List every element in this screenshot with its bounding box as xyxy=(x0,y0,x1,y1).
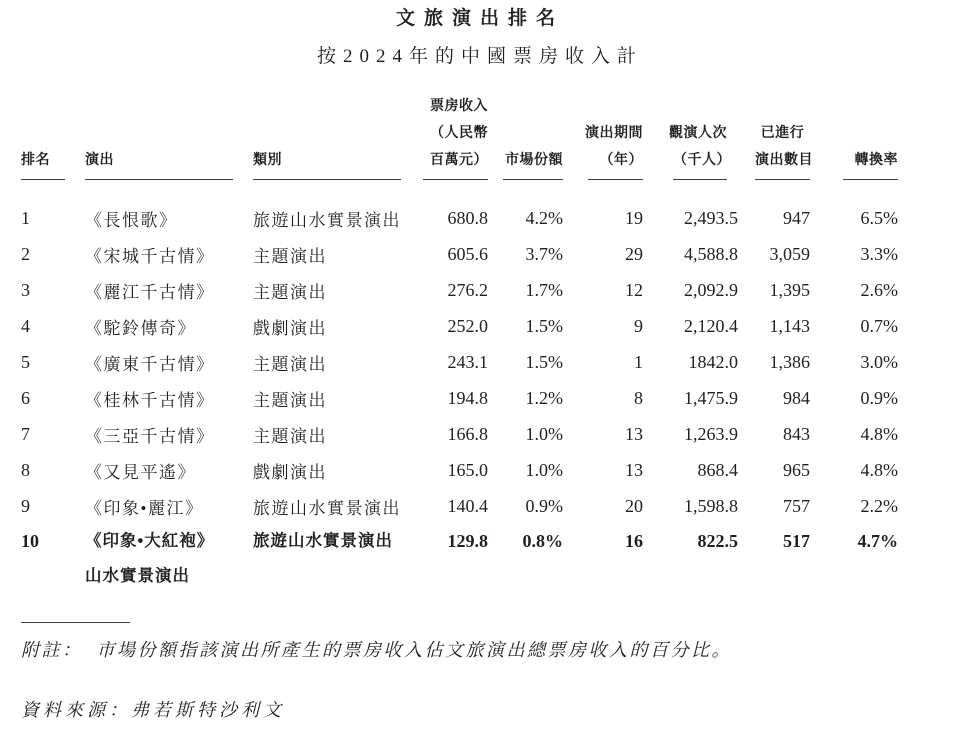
footnote xyxy=(21,639,898,661)
header-row xyxy=(21,92,898,180)
cell-period: 20 xyxy=(625,495,643,516)
table-row xyxy=(21,488,898,524)
cell-count: 757 xyxy=(783,495,810,516)
cell-show: 《桂林千古情》 xyxy=(85,390,215,410)
cell-rank: 9 xyxy=(21,495,30,516)
cell-category: 主題演出 xyxy=(253,246,327,266)
cell-share: 0.9% xyxy=(525,495,563,516)
cell-rank: 10 xyxy=(21,531,39,551)
cell-count: 1,395 xyxy=(769,279,810,300)
cell-rank: 7 xyxy=(21,423,30,444)
cell-audience: 868.4 xyxy=(697,459,738,480)
header-share: 市場份額 xyxy=(488,92,563,180)
cell-period: 8 xyxy=(634,387,643,408)
cell-share: 1.5% xyxy=(525,351,563,372)
header-audience: 觀演人次 （千人） xyxy=(643,92,738,180)
cell-audience: 4,588.8 xyxy=(684,243,738,264)
cell-count: 1,386 xyxy=(769,351,810,372)
cell-conversion: 2.2% xyxy=(860,495,898,516)
cell-share: 3.7% xyxy=(525,243,563,264)
cell-period: 19 xyxy=(625,207,643,228)
cell-audience: 2,120.4 xyxy=(684,315,738,336)
table-row xyxy=(21,524,898,595)
cell-rank: 1 xyxy=(21,207,30,228)
cell-revenue: 165.0 xyxy=(447,459,488,480)
cell-revenue: 129.8 xyxy=(447,531,488,551)
cell-show: 《廣東千古情》 xyxy=(85,354,215,374)
table-row xyxy=(21,344,898,380)
cell-audience: 1,598.8 xyxy=(684,495,738,516)
table-row xyxy=(21,308,898,344)
cell-count: 947 xyxy=(783,207,810,228)
cell-revenue: 166.8 xyxy=(447,423,488,444)
page-subtitle: 按2024年的中國票房收入計 xyxy=(316,46,643,67)
source-line xyxy=(21,699,898,721)
footnote-label: 附註： xyxy=(21,640,83,660)
cell-category: 主題演出 xyxy=(253,426,327,446)
cell-category: 戲劇演出 xyxy=(253,318,327,338)
cell-show: 《三亞千古情》 xyxy=(85,426,215,446)
cell-conversion: 0.9% xyxy=(860,387,898,408)
cell-period: 1 xyxy=(634,351,643,372)
footnote-divider xyxy=(21,622,130,623)
cell-rank: 5 xyxy=(21,351,30,372)
cell-category: 旅遊山水實景演出 xyxy=(253,210,401,230)
table-row xyxy=(21,180,898,236)
cell-count: 843 xyxy=(783,423,810,444)
cell-show: 《又見平遙》 xyxy=(85,462,196,482)
cell-audience: 2,092.9 xyxy=(684,279,738,300)
cell-show: 《麗江千古情》 xyxy=(85,282,215,302)
header-category: 類別 xyxy=(253,92,423,180)
cell-period: 13 xyxy=(625,459,643,480)
cell-count: 1,143 xyxy=(769,315,810,336)
cell-category: 主題演出 xyxy=(253,390,327,410)
cell-rank: 8 xyxy=(21,459,30,480)
cell-category: 主題演出 xyxy=(253,282,327,302)
cell-rank: 6 xyxy=(21,387,30,408)
cell-audience: 1,475.9 xyxy=(684,387,738,408)
cell-show xyxy=(85,524,253,595)
cell-count: 984 xyxy=(783,387,810,408)
source-label: 資料來源： xyxy=(21,700,131,720)
cell-share: 0.8% xyxy=(522,531,563,551)
header-revenue: 票房收入 （人民幣 百萬元） xyxy=(423,92,488,180)
cell-rank: 3 xyxy=(21,279,30,300)
table-row xyxy=(21,416,898,452)
cell-revenue: 194.8 xyxy=(447,387,488,408)
header-performance-count: 已進行 演出數目 xyxy=(738,92,810,180)
cell-show: 《宋城千古情》 xyxy=(85,246,215,266)
cell-category: 戲劇演出 xyxy=(253,462,327,482)
cell-conversion: 4.8% xyxy=(860,423,898,444)
cell-period: 16 xyxy=(625,531,643,551)
show-name-line2: 山水實景演出 xyxy=(85,567,190,585)
cell-show: 《長恨歌》 xyxy=(85,210,178,230)
cell-count: 3,059 xyxy=(769,243,810,264)
ranking-table xyxy=(21,92,898,595)
table-row xyxy=(21,236,898,272)
cell-revenue: 680.8 xyxy=(447,207,488,228)
table-row xyxy=(21,452,898,488)
cell-revenue: 605.6 xyxy=(447,243,488,264)
cell-revenue: 140.4 xyxy=(447,495,488,516)
page-title: 文旅演出排名 xyxy=(395,8,564,29)
cell-period: 13 xyxy=(625,423,643,444)
cell-show: 《駝鈴傳奇》 xyxy=(85,318,196,338)
cell-count: 965 xyxy=(783,459,810,480)
cell-share: 1.0% xyxy=(525,459,563,480)
cell-audience: 1,263.9 xyxy=(684,423,738,444)
cell-share: 1.5% xyxy=(525,315,563,336)
cell-audience: 2,493.5 xyxy=(684,207,738,228)
cell-conversion: 6.5% xyxy=(860,207,898,228)
footnote-text: 市場份額指該演出所產生的票房收入佔文旅演出總票房收入的百分比。 xyxy=(96,640,732,660)
cell-share: 1.2% xyxy=(525,387,563,408)
cell-count: 517 xyxy=(783,531,810,551)
cell-conversion: 0.7% xyxy=(860,315,898,336)
cell-period: 29 xyxy=(625,243,643,264)
cell-conversion: 3.3% xyxy=(860,243,898,264)
cell-category: 旅遊山水實景演出 xyxy=(253,532,393,550)
cell-period: 9 xyxy=(634,315,643,336)
cell-revenue: 252.0 xyxy=(447,315,488,336)
cell-audience: 1842.0 xyxy=(688,351,738,372)
table-section xyxy=(21,92,898,721)
cell-show: 《印象•麗江》 xyxy=(85,498,204,518)
cell-rank: 4 xyxy=(21,315,30,336)
header-show: 演出 xyxy=(85,92,253,180)
table-row xyxy=(21,380,898,416)
source-text: 弗若斯特沙利文 xyxy=(131,700,285,720)
cell-share: 1.7% xyxy=(525,279,563,300)
cell-audience: 822.5 xyxy=(697,531,738,551)
header-conversion: 轉換率 xyxy=(810,92,898,180)
cell-share: 4.2% xyxy=(525,207,563,228)
cell-revenue: 276.2 xyxy=(447,279,488,300)
cell-category: 主題演出 xyxy=(253,354,327,374)
cell-conversion: 2.6% xyxy=(860,279,898,300)
cell-conversion: 4.8% xyxy=(860,459,898,480)
show-name-line1: 《印象•大紅袍》 xyxy=(85,532,215,550)
cell-rank: 2 xyxy=(21,243,30,264)
cell-share: 1.0% xyxy=(525,423,563,444)
header-rank: 排名 xyxy=(21,92,85,180)
cell-revenue: 243.1 xyxy=(447,351,488,372)
cell-conversion: 3.0% xyxy=(860,351,898,372)
header-period: 演出期間 （年） xyxy=(563,92,643,180)
cell-period: 12 xyxy=(625,279,643,300)
table-row xyxy=(21,272,898,308)
cell-conversion: 4.7% xyxy=(857,531,898,551)
cell-category: 旅遊山水實景演出 xyxy=(253,498,401,518)
